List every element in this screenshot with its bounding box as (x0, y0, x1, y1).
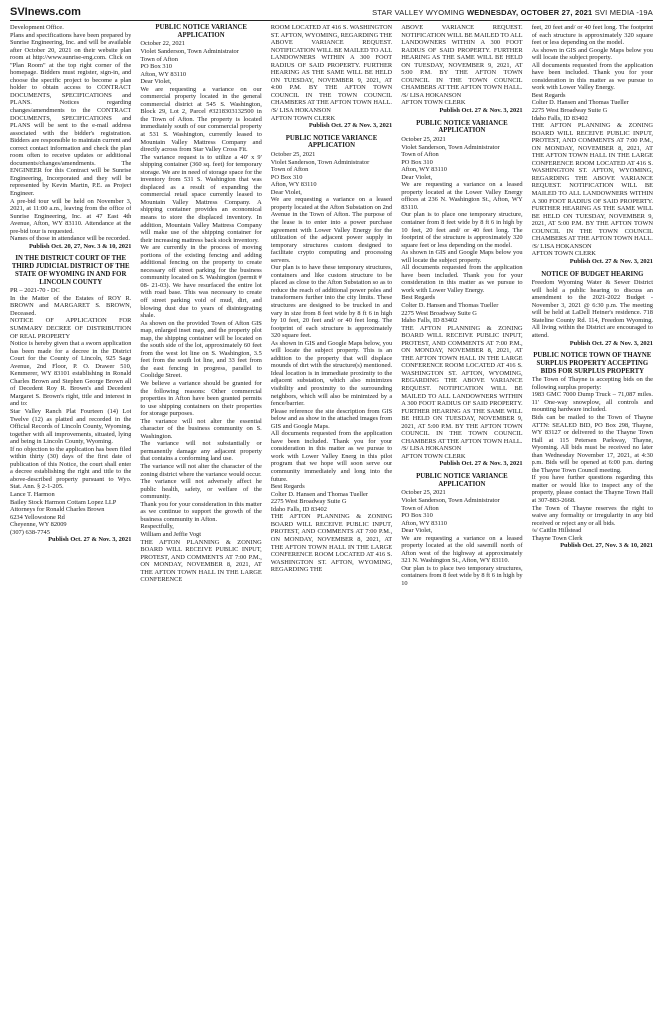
notice-text: As shown on the provided Town of Afton GIS map, enlarged inset map, and the property plot map, the shipping container will be located on the south side of the lot, approximately 60 feet from the west lot line on S. Washington, 3.5 feet from the south lot line, and 33 feet from the east fencing in progress, parallel to Coolidge Street. (140, 319, 262, 380)
notice-text: Best Regards (401, 294, 436, 302)
notice-text: Afton, WY 83110 (140, 70, 187, 78)
notice-text: NOTICE OF APPLICATION FOR SUMMARY DECREE OF DISTRIBUTION OF REAL PROPERTY (10, 317, 132, 340)
notice-text: Star Valley Ranch Plat Fourteen (14) Lot Twelve (12) as platted and recorded in the Official Records of Lincoln County, Wyoming, together with all improvements, situated, lying and being in Lincoln County, Wyoming. (10, 407, 132, 446)
notice-text: If no objection to the application has been filed within thirty (30) days of the first date of publication of this Notice, the court shall enter a decree establishing the right and title to the above-described property pursuant to Wyo. Stat. Ann. § 2-1-205. (10, 445, 132, 491)
notice-text: We are currently in the process of moving portions of the existing fencing and adding additional fencing on the property to create necessary off street parking for the business community located on S. Washington (permit # 08- 21-03). We have resurfaced the entire lot with road base. This was necessary to create off street parking void of mud, dirt, and blowing dust due to years of disintegrating shale. (140, 244, 262, 320)
header-meta: STAR VALLEY WYOMING WEDNESDAY, OCTOBER 27, 2021 SVI MEDIA -19A (372, 8, 653, 17)
notice-text: AFTON TOWN CLERK (401, 99, 466, 107)
notice-text: We are requesting a variance on a leased property located at the Afton Substation on 2nd Avenue in the Town of Afton. The purpose of the lease is to enter into a power purchase agreement with Lower Valley Energy for the utilization of the adjacent power supply in temporary structures custom designed to facilitate crypto computing and processing servers. (270, 196, 393, 264)
publish-dates: Publish Oct. 27 & Nov. 3, 2021 (569, 339, 653, 347)
notice-text: Idaho Falls, ID 83402 (270, 505, 327, 513)
notice-text: October 25, 2021 (401, 135, 446, 143)
publish-dates: Publish Oct. 27, Nov. 3 & 10, 2021 (560, 542, 653, 550)
column-4 (401, 24, 522, 1020)
paper-name: STAR VALLEY WYOMING (372, 8, 465, 17)
notice-text: Lance T. Harmon (10, 490, 55, 498)
notice-text: Colter D. Hansen and Thomas Tueller (531, 99, 629, 107)
notice-text: October 22, 2021 (140, 40, 185, 48)
notice-text: 2275 West Broadway Suite G (270, 498, 347, 506)
notice-text: Violet Sanderson, Town Administrator (140, 47, 239, 55)
notice-text: Colter D. Hansen and Thomas Tueller (270, 490, 368, 498)
notice-text: As shown in GIS and Google Maps below you will locate the subject property. (531, 46, 653, 62)
page-header (10, 4, 653, 21)
notice-text: feet, 20 feet and/ or 40 feet long. The footprint of each structure is approximately 320 square feet or less depending on the model. (531, 24, 653, 47)
notice-text: ROOM LOCATED AT 416 S. WASHINGTON ST. AFTON, WYOMING, REGARDING THE ABOVE VARIANCE REQUEST. NOTIFICATION WILL BE MAILED TO ALL LANDOWNERS WITHIN A 300 FOOT RADIUS OF SAID PROPERTY. FURTHER HEARING AS THE SAME WILL BE HELD ON TUESDAY, NOVEMBER 9, 2021, AT 4:00 P.M. BY THE AFTON TOWN COUNCIL IN THE TOWN COUNCIL CHAMBERS AT THE AFTON TOWN HALL. (270, 24, 393, 107)
notice-text: The variance will not alter the character of the zoning district where the variance would occur. (140, 463, 262, 478)
notice-text: We are requesting a variance on a leased property located at the Lower Valley Energy offices at 236 N. Washington St., Afton, WY 83110. (401, 181, 523, 211)
notice-text: AFTON TOWN CLERK (270, 114, 336, 122)
notice-columns (10, 24, 653, 1020)
notice-text: October 25, 2021 (401, 489, 446, 497)
notice-text: /S/ LISA HOKANSON (270, 107, 331, 115)
notice-text: As shown in GIS and Google Maps below, you will locate the subject property. This is an addition to the property that will displace mounds of dirt with the structure(s) mentioned. Ideal location is in immediate proximity to the adjacent substation, which also minimizes visibility and proximity to the surrounding neighbors, which will also be minimized by a fence/barrier. (270, 339, 393, 408)
notice-text: Our plan is to place one temporary structure, container from 8 feet wide by 8 ft 6 in high by 10 feet, 20 feet and/ or 40 feet long. The footprint of the structure is approximately 320 square feet or less depending on the model. (401, 211, 523, 249)
notice-text: In the Matter of the Estates of ROY R. BROWN and MARGARET S. BROWN, Deceased. (10, 294, 132, 317)
notice-text: Notice is hereby given that a sworn application has been made for a decree in the District Court for the County of Lincoln, 925 Sage Avenue, 2nd Floor, P. O. Drawer 510, Kemmerer, WY 83101 establishing in Ronald Charles Brown and Stephen George Brown all of Decedent Roy R. Brown's and Decedent Margaret S. Brown's right, title and interest in and to: (10, 340, 132, 408)
notice-text: Afton, WY 83110 (270, 181, 317, 189)
notice-text: Names of those in attendance will be recorded. (10, 235, 130, 243)
notice-text: /S/ LISA HOKANSON (401, 91, 462, 99)
notice-text: AFTON TOWN CLERK (401, 452, 466, 460)
column-5 (532, 24, 653, 1020)
notice-text: Dear Violet, (401, 527, 433, 535)
notice-text: Violet Sanderson, Town Administrator (401, 496, 500, 504)
notice-text: Our plan is to have these temporary structures, containers and like custom structure to be placed as close to the Afton Substation so as to reduce the reach of additional power poles and transformers further into the city limits. These structures are designed to be trucked in and vary in size from 8 feet wide by 8 ft 6 in high by 10 feet, 20 feet and/ or 40 feet long. The footprint of each structure is approximately 320 square feet. (270, 264, 393, 340)
site-name[interactable]: SVInews.com (10, 6, 81, 18)
publish-dates: Publish Oct. 27 & Nov. 3, 2021 (48, 536, 132, 544)
notice-title: IN THE DISTRICT COURT OF THE THIRD JUDICIAL DISTRICT OF THE STATE OF WYOMING IN AND FOR LINCOLN COUNTY (11, 255, 130, 286)
notice-text: Town of Afton (401, 504, 439, 512)
notice-text: /S/ LISA HOKANSON (401, 445, 462, 453)
notice-text: All documents requested from the application have been included. Thank you for your consideration in this matter as we pursue to work with Lower Valley Energy. (531, 61, 653, 92)
notice-text: (307) 638-7745 (10, 528, 50, 536)
notice-text: Town of Afton (270, 166, 309, 174)
notice-text: Colter D. Hansen and Thomas Tueller (401, 302, 499, 309)
notice-text: THE AFTON PLANNING & ZONING BOARD WILL RECEIVE PUBLIC INPUT, PROTEST, AND COMMENTS AT 7:00 P.M., ON MONDAY, NOVEMBER 8, 2021, AT THE AFTON TOWN HALL IN THE LARGE CONFERENCE (140, 538, 262, 584)
notice-text: Town of Afton (401, 151, 439, 159)
notice-text: All documents requested from the application have been included. Thank you for your consideration in this matter as we pursue to work with Lower Valley Energy. (401, 264, 523, 294)
notice-text: Bailey Stock Harmon Cottam Lopez LLP (10, 498, 117, 506)
notice-text: PO Box 310 (401, 158, 433, 166)
brand-name: SVI MEDIA (594, 8, 635, 17)
notice-text: PR – 2021-70 - DC (10, 287, 60, 295)
notice-text: Freedom Wyoming Water & Sewer District will hold a public hearing to discuss an amendment to the 2021-2022 Budget - November 3, 2021 @ 6:30 p.m. The meeting will be held at LaDell Heiner's residence. 718 Stateline County Rd. 114, Freedom Wyoming. All living within the District are encouraged to attend. (531, 279, 653, 340)
notice-text: We believe a variance should be granted for the following reasons: Other commercial properties in Afton have been granted permits to use shipping containers on their properties for storage purposes. (140, 380, 262, 418)
notice-text: 2275 West Broadway Suite G (401, 309, 477, 317)
notice-text: PO Box 310 (401, 512, 433, 520)
issue-date: WEDNESDAY, OCTOBER 27, 2021 (466, 8, 593, 17)
notice-text: PO Box 310 (270, 173, 303, 181)
notice-text: Attorneys for Ronald Charles Brown (10, 506, 105, 514)
publish-dates: Publish Oct. 27 & Nov. 3, 2021 (439, 107, 523, 115)
notice-text: /s/ Caitlin Hillstead (531, 527, 582, 535)
notice-text: Dear Violet, (140, 78, 172, 86)
column-1 (10, 24, 131, 1020)
notice-text: We are requesting a variance on a leased property located at the old sawmill north of Afton west of the highway at approximately 321 N. Washington St., Afton, WY 83110. (401, 534, 523, 565)
publish-dates: Publish Oct. 20, 27, Nov. 3 & 10, 2021 (28, 242, 132, 250)
notice-text: /S/ LISA HOKANSON (531, 242, 592, 250)
notice-text: We are requesting a variance on our commercial property located in the general commercial district at 545 S. Washington, Block 29, Lot 2, Parcel #3218303132500 in the Town of Afton. The property is located immediately south of our commercial property at 531 S. Washington, currently leased to Mountain Valley Mattress Company and directly across from Star Valley Cross Fit. (140, 85, 262, 154)
notice-text: Bids can be mailed to the Town of Thayne ATTN: SEALED BID, PO Box 298, Thayne, WY 83127 or delivered to the Thayne Town Hall at 115 Petersen Parkway, Thayne, Wyoming. All bids must be received no later than Wednesday November 17, 2021, at 4:30 p.m. Bids will be opened at 6:00 p.m. during the Thayne Town Council meeting. (531, 413, 653, 474)
notice-text: Thank you for your consideration in this matter as we continue to support the growth of the business community in Afton. (140, 500, 262, 523)
notice-text: AFTON TOWN CLERK (531, 250, 596, 258)
notice-text: THE AFTON PLANNING & ZONING BOARD WILL RECEIVE PUBLIC INPUT, PROTEST, AND COMMENTS AT 7:00 P.M., ON MONDAY, NOVEMBER 8, 2021, AT THE AFTON TOWN HALL IN THE LARGE CONFERENCE ROOM LOCATED AT 416 S. WASHINGTON ST. AFTON, WYOMING, REGARDING THE ABOVE VARIANCE REQUEST. NOTIFICATION WILL BE MAILED TO ALL LANDOWNERS WITHIN A 300 FOOT RADIUS OF SAID PROPERTY. FURTHER HEARING AS THE SAME WILL BE HELD ON TUESDAY, NOVEMBER 9, 2021, AT 5:00 P.M. BY THE AFTON TOWN COUNCIL IN THE TOWN COUNCIL CHAMBERS AT THE AFTON TOWN HALL. (401, 324, 523, 445)
notice-text: THE AFTON PLANNING & ZONING BOARD WILL RECEIVE PUBLIC INPUT, PROTEST, AND COMMENTS AT 7:00 P.M., ON MONDAY, NOVEMBER 8, 2021, AT THE AFTON TOWN HALL IN THE LARGE CONFERENCE ROOM LOCATED AT 416 S. WASHINGTON ST. AFTON, WYOMING, REGARDING THE (270, 513, 393, 574)
notice-text: Best Regards (270, 483, 305, 491)
publish-dates: Publish Oct. 27 & Nov. 3, 2021 (439, 460, 523, 468)
notice-text: A pre-bid tour will be held on November 3, 2021, at 11:00 a.m., leaving from the office of Sunrise Engineering, Inc. at 47 East 4th Avenue, Afton, WY 83110. Attendance at the pre-bid tour is requested. (10, 197, 132, 235)
notice-text: ABOVE VARIANCE REQUEST. NOTIFICATION WILL BE MAILED TO ALL LANDOWNERS WITHIN A 300 FOOT RADIUS OF SAID PROPERTY. FURTHER HEARING AS THE SAME WILL BE HELD ON TUESDAY, NOVEMBER 9, 2021, AT 5:00 P.M. BY THE AFTON TOWN COUNCIL IN THE TOWN COUNCIL CHAMBERS AT THE AFTON TOWN HALL. (401, 24, 523, 92)
publish-dates: Publish Oct. 27 & Nov. 3, 2021 (569, 257, 653, 265)
notice-text: Our plan is to place two temporary structures, containers from 8 feet wide by 8 ft 6 in high by 10 (401, 564, 523, 587)
page-number: 19A (639, 8, 653, 17)
notice-text: Town of Afton (140, 55, 178, 63)
notice-text: Plans and specifications have been prepared by Sunrise Engineering, Inc. and will be available after October 20, 2021 on their website plan room at http://www.sunrise-eng.com. Click on "Plan Room" at the top right corner of the homepage. Bidders must register, sign-in, and choose the specific project to become a plan holder to obtain access to CONTRACT DOCUMENTS, SPECIFICATIONS and PLANS. Notices regarding changes/amendments to the CONTRACT DOCUMENTS, SPECIFICATIONS and PLANS will be sent to the e-mail address associated with the bidder's registration. Bidders are responsible to maintain current and correct contact information and check the plan room often to receive updates or additional documents/changes/amendments. The ENGINEER for this Contract will be Sunrise Engineering, Incorporated and they will be represented by Kevin Martin, P.E. as Project Engineer. (10, 31, 132, 198)
notice-text: If you have further questions regarding this matter or would like to inspect any of the property, please contact the Thayne Town Hall at 307-883-2668. (531, 474, 653, 504)
notice-text: The variance will not alter the essential character of the business community on S. Washington. (140, 417, 262, 440)
notice-text: All documents requested from the application have been included. Thank you for your consideration in this matter as we pursue to work with Lower Valley Energ in this pilot program that we hope will soon serve our community immediately and long into the future. (270, 430, 393, 483)
column-3 (271, 24, 392, 1020)
notice-text: October 25, 2021 (270, 151, 316, 159)
notice-text: The Town of Thayne reserves the right to waive any formality or irregularity in any bid received or reject any or all bids. (531, 504, 653, 527)
notice-text: Violet Sanderson, Town Administrator (270, 158, 370, 166)
notice-text: Cheyenne, WY 82009 (10, 521, 67, 529)
notice-text: Afton, WY 83110 (401, 166, 447, 174)
notice-text: The variance will not substantially or permanently damage any adjacent property that contains a conforming land use. (140, 440, 262, 463)
notice-text: Respectfully, (140, 523, 174, 531)
notice-title: PUBLIC NOTICE TOWN OF THAYNE SURPLUS PROPERTY ACCEPTING BIDS FOR SURPLUS PROPERTY (533, 352, 652, 375)
notice-text: Best Regards (531, 91, 566, 99)
publish-dates: Publish Oct. 27 & Nov. 3, 2021 (308, 122, 393, 130)
notice-title: PUBLIC NOTICE VARIANCE APPLICATION (155, 24, 247, 39)
notice-text: Afton, WY 83110 (401, 519, 447, 527)
notice-title: PUBLIC NOTICE VARIANCE APPLICATION (416, 119, 508, 135)
notice-text: Idaho Falls, ID 83402 (531, 114, 588, 122)
notice-text: Thayne Town Clerk (531, 534, 583, 542)
notice-title: NOTICE OF BUDGET HEARING (541, 270, 644, 278)
notice-text: Idaho Falls, ID 83402 (401, 317, 458, 325)
column-2 (140, 24, 261, 1020)
notice-title: PUBLIC NOTICE VARIANCE APPLICATION (285, 134, 378, 150)
notice-text: Dear Violet, (401, 173, 433, 181)
notice-text: As shown in GIS and Google Maps below you will locate the subject property. (401, 249, 523, 264)
notice-text: Dear Violet, (270, 188, 302, 196)
notice-text: Please reference the site description from GIS below and as show in the attached images from GIS and Google Maps. (270, 407, 393, 430)
notice-text: Development Office. (10, 24, 64, 31)
notice-text: William and Jeffie Vogt (140, 530, 202, 538)
notice-title: PUBLIC NOTICE VARIANCE APPLICATION (416, 473, 508, 488)
notice-text: 1983 GMC 7000 Dump Truck – 71,087 miles. 11' One-way snowplow, all controls and mounting hardware included. (531, 391, 653, 414)
notice-text: PO Box 310 (140, 63, 172, 71)
notice-text: Violet Sanderson, Town Administrator (401, 143, 500, 151)
notice-text: The variance will not adversely affect he public health, safety, or welfare of the community. (140, 478, 262, 501)
notice-text: THE AFTON PLANNING & ZONING BOARD WILL RECEIVE PUBLIC INPUT, PROTEST, AND COMMENTS AT 7:00 P.M., ON MONDAY, NOVEMBER 8, 2021, AT THE AFTON TOWN HALL IN THE LARGE CONFERENCE ROOM LOCATED AT 416 S. WASHINGTON ST. AFTON, WYOMING, REGARDING THE ABOVE VARIANCE REQUEST. NOTIFICATION WILL BE MAILED TO ALL LANDOWNERS WITHIN A 300 FOOT RADIUS OF SAID PROPERTY. FURTHER HEARING AS THE SAME WILL BE HELD ON TUESDAY, NOVEMBER 9, 2021, AT 5:00 P.M. BY THE AFTON TOWN COUNCIL IN THE TOWN COUNCIL CHAMBERS AT THE AFTON TOWN HALL. (531, 122, 653, 243)
notice-text: 2275 West Broadway Suite G (531, 107, 608, 115)
notice-text: The variance request is to utilize a 40' x 9' shipping container (360 sq. feet) for temporary storage. We are in need of storage space for the inventory from 531 S. Washington that was displaced as a result of expanding the commercial retail space currently leased to Mountain Valley Mattress Company. A shipping container provides an economical means to store the displaced inventory. In addition, Mountain Valley Mattress Company will make use of the shipping container for their increasing mattress back stock inventory. (140, 153, 262, 244)
notice-text: The Town of Thayne is accepting bids on the following surplus property: (531, 376, 653, 391)
notice-text: 6234 Yellowstone Rd (10, 513, 65, 521)
